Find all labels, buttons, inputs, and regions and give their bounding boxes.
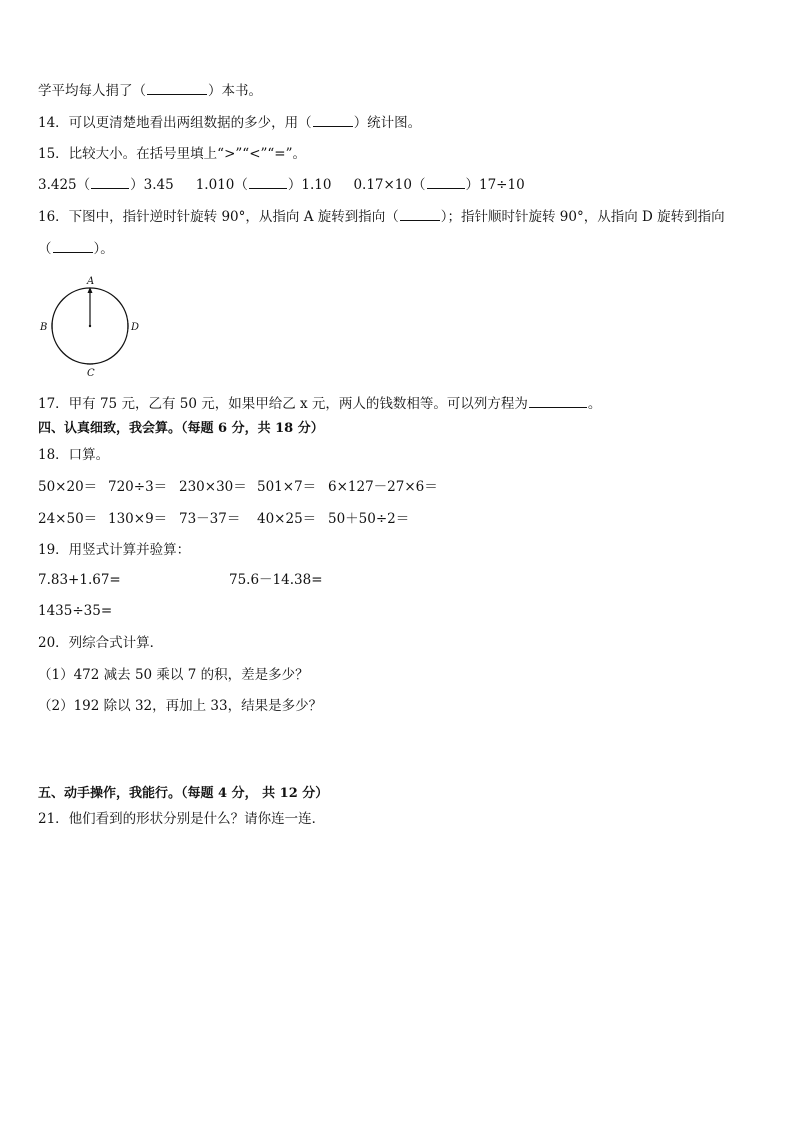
q18-row1-item-3: 230×30＝ <box>179 479 247 495</box>
q16-answer-blank-2[interactable] <box>53 240 93 253</box>
label-b: B <box>40 322 48 333</box>
question-21-title: 21．他们看到的形状分别是什么？请你连一连． <box>38 811 326 827</box>
q17-text-before: 17．甲有 75 元，乙有 50 元，如果甲给乙 x 元，两人的钱数相等。可以列方程为 <box>38 396 528 412</box>
q18-row2-item-5: 50＋50÷2＝ <box>328 511 410 527</box>
q16-text-a: 16．下图中，指针逆时针旋转 90°，从指向 A 旋转到指向（ <box>38 209 399 225</box>
q15-item-1-blank[interactable] <box>91 176 129 189</box>
q16-answer-blank-1[interactable] <box>400 208 440 221</box>
label-d: D <box>131 322 140 333</box>
q15-item-3-blank[interactable] <box>427 176 465 189</box>
question-18-title: 18．口算。 <box>38 447 110 463</box>
question-20-title: 20．列综合式计算． <box>38 635 164 651</box>
question-14 <box>38 114 421 132</box>
q13-tail <box>38 82 262 100</box>
q18-row1-item-5: 6×127－27×6＝ <box>328 479 438 495</box>
q15-item-1-left: 3.425（ <box>38 177 91 193</box>
q18-row2-item-2: 130×9＝ <box>108 511 168 527</box>
q15-item-2-right: ）1.10 <box>287 177 332 193</box>
q16-text-b: ）；指针顺时针旋转 90°，从指向 D 旋转到指向 <box>440 209 725 225</box>
question-15-title: 15．比较大小。在括号里填上“>”“<”“=”。 <box>38 146 307 162</box>
q15-item-1-right: ）3.45 <box>130 177 174 193</box>
q18-row-1 <box>38 478 438 496</box>
q17-text-after: 。 <box>587 396 602 412</box>
q15-item-2-blank[interactable] <box>249 176 287 189</box>
q16-text-c: （ <box>38 241 52 257</box>
question-19-title: 19．用竖式计算并验算： <box>38 542 191 558</box>
dial-center <box>89 325 91 327</box>
label-a: A <box>87 276 95 287</box>
q18-row2-item-4: 40×25＝ <box>257 511 317 527</box>
q13-text-before: 学平均每人捐了（ <box>38 83 146 99</box>
q19-expression-2: 75.6－14.38= <box>229 572 323 588</box>
q18-row2-item-1: 24×50＝ <box>38 511 98 527</box>
q15-item-3-left: 0.17×10（ <box>353 177 426 193</box>
q20-part-1: （1）472 减去 50 乘以 7 的积，差是多少？ <box>38 667 309 683</box>
q18-row-2 <box>38 510 409 528</box>
q17-answer-blank[interactable] <box>529 395 587 408</box>
q13-text-after: ）本书。 <box>208 83 262 99</box>
q15-item-1 <box>38 177 174 193</box>
q20-part-2: （2）192 除以 32，再加上 33，结果是多少？ <box>38 698 323 714</box>
q18-row1-item-2: 720÷3＝ <box>108 479 168 495</box>
q14-text-after: ）统计图。 <box>353 115 422 131</box>
question-17 <box>38 395 601 413</box>
q18-row1-item-1: 50×20＝ <box>38 479 98 495</box>
q16-text-d: ）。 <box>93 241 114 257</box>
q15-item-3-right: ）17÷10 <box>465 177 525 193</box>
q18-row1-item-4: 501×7＝ <box>257 479 317 495</box>
q18-row2-item-3: 73－37＝ <box>179 511 241 527</box>
q15-item-3 <box>353 177 524 193</box>
question-16-line-2 <box>38 240 114 258</box>
section-5-heading: 五、动手操作，我能行。（每题 4 分， 共 12 分） <box>38 786 329 801</box>
q15-item-2 <box>196 177 332 193</box>
q13-answer-blank[interactable] <box>147 82 207 95</box>
q19-expression-1: 7.83+1.67= <box>38 572 121 588</box>
section-4-heading: 四、认真细致，我会算。（每题 6 分，共 18 分） <box>38 421 324 436</box>
label-c: C <box>87 368 95 379</box>
q14-answer-blank[interactable] <box>313 114 353 127</box>
q15-item-2-left: 1.010（ <box>195 177 248 193</box>
question-15-items <box>38 176 525 194</box>
q19-expression-3: 1435÷35= <box>38 603 113 619</box>
clock-dial-figure <box>36 274 146 384</box>
q14-text-before: 14．可以更清楚地看出两组数据的多少，用（ <box>38 115 312 131</box>
question-16-line-1 <box>38 208 725 226</box>
